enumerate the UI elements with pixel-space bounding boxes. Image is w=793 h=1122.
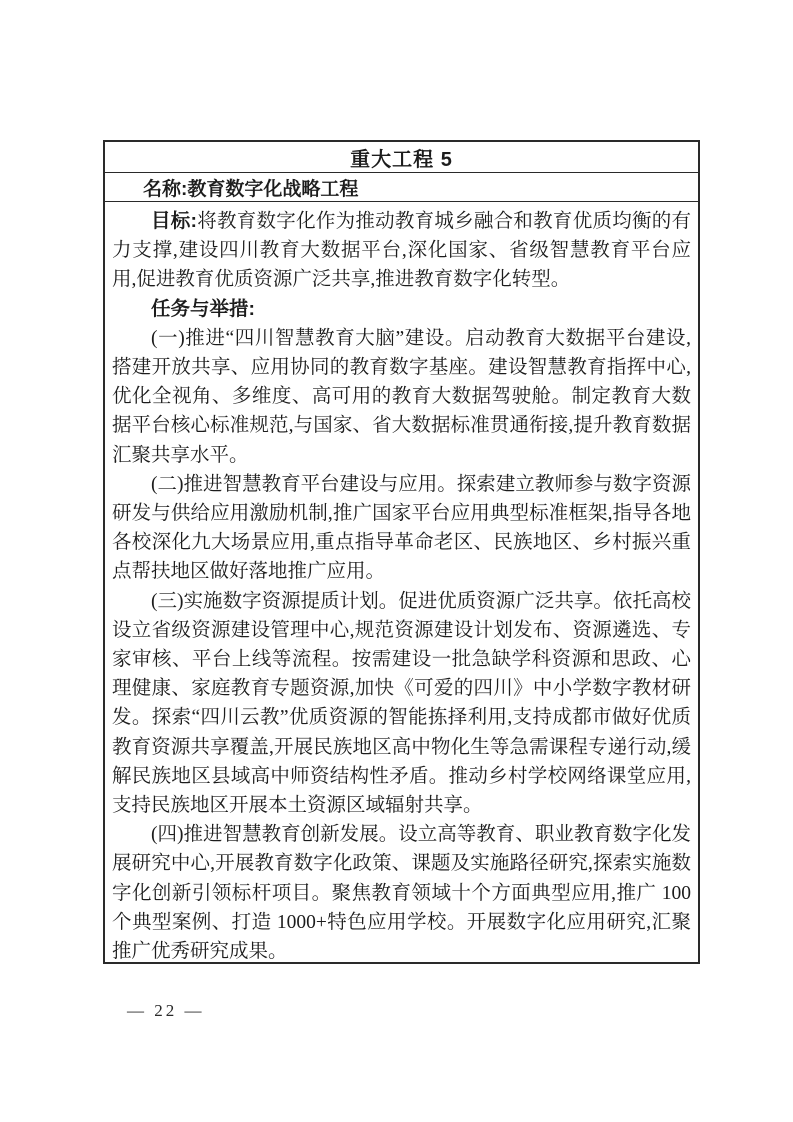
table-header-row <box>105 142 698 173</box>
task-item-1: (一)推进“四川智慧教育大脑”建设。启动教育大数据平台建设,搭建开放共享、应用协同的教育数字基座。建设智慧教育指挥中心,优化全视角、多维度、高可用的教育大数据驾驶舱。制定教育大数据平台核心标准规范,与国家、省大数据标准贯通衔接,提升教育数据汇聚共享水平。 <box>112 327 691 466</box>
table-body-cell <box>105 202 698 962</box>
task-item-4: (四)推进智慧教育创新发展。设立高等教育、职业教育数字化发展研究中心,开展教育数字化政策、课题及实施路径研究,探索实施数字化创新引领标杆项目。聚焦教育领域十个方面典型应用,推广 100 个典型案例、打造 1000+特色应用学校。开展数字化应用研究,汇聚推广优秀研究成果。 <box>112 824 691 962</box>
goal-text: 将教育数字化作为推动教育城乡融合和教育优质均衡的有力支撑,建设四川教育大数据平台,深化国家、省级智慧教育平台应用,促进教育优质资源广泛共享,推进教育数字化转型。 <box>112 211 691 291</box>
project-table <box>103 140 700 964</box>
table-title: 重大工程 5 <box>350 148 453 171</box>
task-item-3: (三)实施数字资源提质计划。促进优质资源广泛共享。依托高校设立省级资源建设管理中心,规范资源建设计划发布、资源遴选、专家审核、平台上线等流程。按需建设一批急缺学科资源和思政、心理健康、家庭教育专题资源,加快《可爱的四川》中小学数字教材研发。探索“四川云教”优质资源的智能拣择利用,支持成都市做好优质教育资源共享覆盖,开展民族地区高中物化生等急需课程专递行动,缓解民族地区县域高中师资结构性矛盾。推动乡村学校网络课堂应用,支持民族地区开展本土资源区域辐射共享。 <box>112 590 691 817</box>
task-item-2: (二)推进智慧教育平台建设与应用。探索建立教师参与数字资源研发与供给应用激励机制,推广国家平台应用典型标准框架,指导各地各校深化九大场景应用,重点指导革命老区、民族地区、乡村振兴重点帮扶地区做好落地推广应用。 <box>112 473 691 583</box>
goal-paragraph <box>112 207 691 295</box>
tasks-heading: 任务与举措: <box>151 297 255 320</box>
project-name: 名称:教育数字化战略工程 <box>143 178 359 200</box>
goal-label: 目标: <box>151 210 198 232</box>
project-name-row <box>105 173 698 202</box>
page-number: — 22 — <box>127 1001 205 1020</box>
